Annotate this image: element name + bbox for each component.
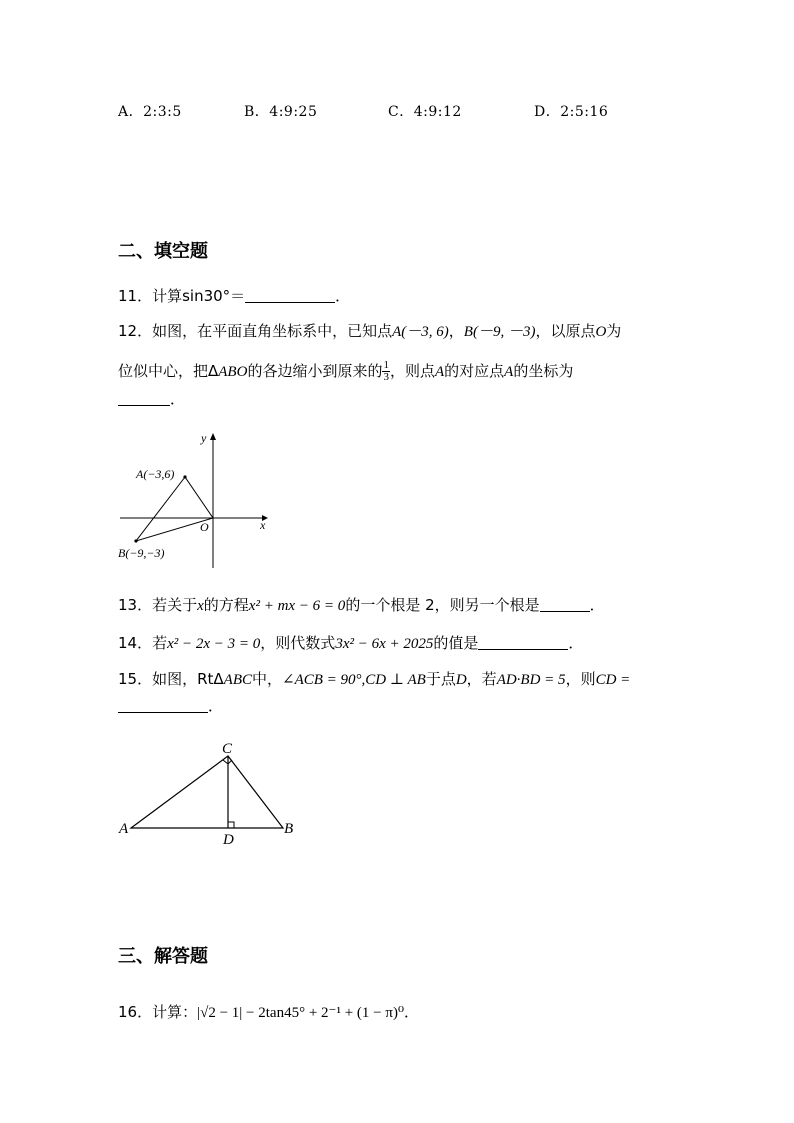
y-axis-label: y: [201, 431, 207, 445]
question-text: 中，: [252, 670, 283, 688]
question-13: [118, 595, 605, 616]
question-end: ．: [335, 287, 351, 305]
point-a-label: A(－3, 6): [392, 324, 449, 340]
question-text: ，以原点: [535, 322, 596, 340]
origin-label: O: [200, 520, 209, 534]
question-number: 16．: [118, 1003, 153, 1021]
separator: ，: [448, 322, 464, 340]
section-heading-solve: 三、解答题: [118, 946, 208, 967]
answer-blank: [478, 635, 568, 650]
equation: x² − 2x − 3 = 0: [167, 636, 261, 652]
question-16: [118, 1002, 419, 1023]
point-a: [183, 475, 186, 478]
question-text: 计算sin30°＝: [152, 287, 246, 305]
question-text: 计算：: [152, 1003, 198, 1021]
question-text: 的值是: [433, 634, 479, 652]
question-text: 的对应点: [444, 362, 505, 380]
question-text: ，则代数式: [260, 634, 336, 652]
question-text: 如图，在平面直角坐标系中，已知点: [152, 322, 393, 340]
point-b-label: B(−9,−3): [118, 546, 165, 560]
vertex-b-label: B: [284, 821, 294, 837]
answer-blank: [245, 288, 335, 303]
question-text: 于点: [425, 670, 456, 688]
point-b: [134, 539, 137, 542]
variable-x: x: [197, 598, 204, 614]
question-text: ，若: [466, 670, 497, 688]
y-axis-arrow: [210, 433, 216, 440]
point-a: A: [434, 364, 445, 380]
question-14: [118, 633, 583, 654]
question-number: 14．: [118, 634, 153, 652]
vertex-c-label: C: [222, 741, 233, 757]
cd-label: CD =: [595, 672, 631, 688]
question-text: 的方程: [203, 596, 249, 614]
question-number: 13．: [118, 596, 153, 614]
question-12-line-2: [118, 360, 573, 383]
triangle-abc: ABC: [223, 672, 253, 688]
product: AD·BD = 5: [496, 672, 566, 688]
point-b-label: B(－9, －3): [463, 324, 536, 340]
question-text: 如图，RtΔ: [152, 670, 224, 688]
origin-label: O: [595, 324, 607, 340]
triangle-abc: [131, 756, 283, 828]
choice-a: A．2:3:5: [118, 104, 182, 120]
equation: x² + mx − 6 = 0: [248, 598, 346, 614]
question-text: 为: [606, 322, 622, 340]
question-text: ，则: [565, 670, 596, 688]
question-15-line-2: [118, 696, 223, 716]
question-number: 12．: [118, 322, 153, 340]
question-text: 的一个根是 2，则另一个根是: [345, 596, 540, 614]
expression: |√2 − 1| − 2tan45° + 2⁻¹ + (1 − π)⁰: [197, 1005, 404, 1021]
question-text: 若: [152, 634, 168, 652]
point-a-prime: A: [504, 364, 514, 380]
question-12-line-1: [118, 321, 621, 342]
point-a-label: A(−3,6): [136, 467, 175, 481]
section-heading-fill-in: 二、填空题: [118, 241, 208, 262]
choice-d: D．2:5:16: [534, 104, 609, 120]
question-text: 若关于: [152, 596, 198, 614]
fraction-numerator: 1: [383, 359, 389, 371]
right-triangle-figure: [114, 736, 304, 848]
fraction-denominator: 3: [383, 371, 389, 383]
question-text: ，则点: [389, 362, 435, 380]
question-end: ．: [170, 390, 186, 408]
answer-blank: [540, 597, 590, 612]
question-text: 位似中心，把Δ: [118, 362, 219, 380]
choice-c: C．4:9:12: [388, 104, 462, 120]
fraction-one-third: [382, 360, 390, 383]
coordinate-figure: [112, 428, 282, 576]
question-15-line-1: [118, 669, 630, 690]
vertex-a-label: A: [119, 821, 129, 837]
answer-blank: [118, 698, 208, 713]
question-end: ．: [589, 596, 605, 614]
question-text: 的坐标为: [513, 362, 574, 380]
question-11: [118, 286, 350, 306]
question-number: 15．: [118, 670, 153, 688]
point-d-label: D: [223, 832, 234, 848]
right-angle-mark-d: [228, 822, 234, 828]
question-end: ．: [208, 697, 224, 715]
question-end: ．: [403, 1003, 419, 1021]
answer-blank: [118, 391, 170, 406]
choice-b: B．4:9:25: [244, 104, 318, 120]
x-axis-label: x: [260, 518, 266, 532]
question-number: 11．: [118, 287, 153, 305]
condition: ∠ACB = 90°,CD ⊥ AB: [282, 672, 426, 688]
question-text: 的各边缩小到原来的: [247, 362, 383, 380]
question-end: ．: [568, 634, 584, 652]
question-12-line-3: [118, 389, 185, 409]
point-d: D: [455, 672, 467, 688]
expression: 3x² − 6x + 2025: [335, 636, 434, 652]
triangle-abo: ABO: [218, 364, 248, 380]
